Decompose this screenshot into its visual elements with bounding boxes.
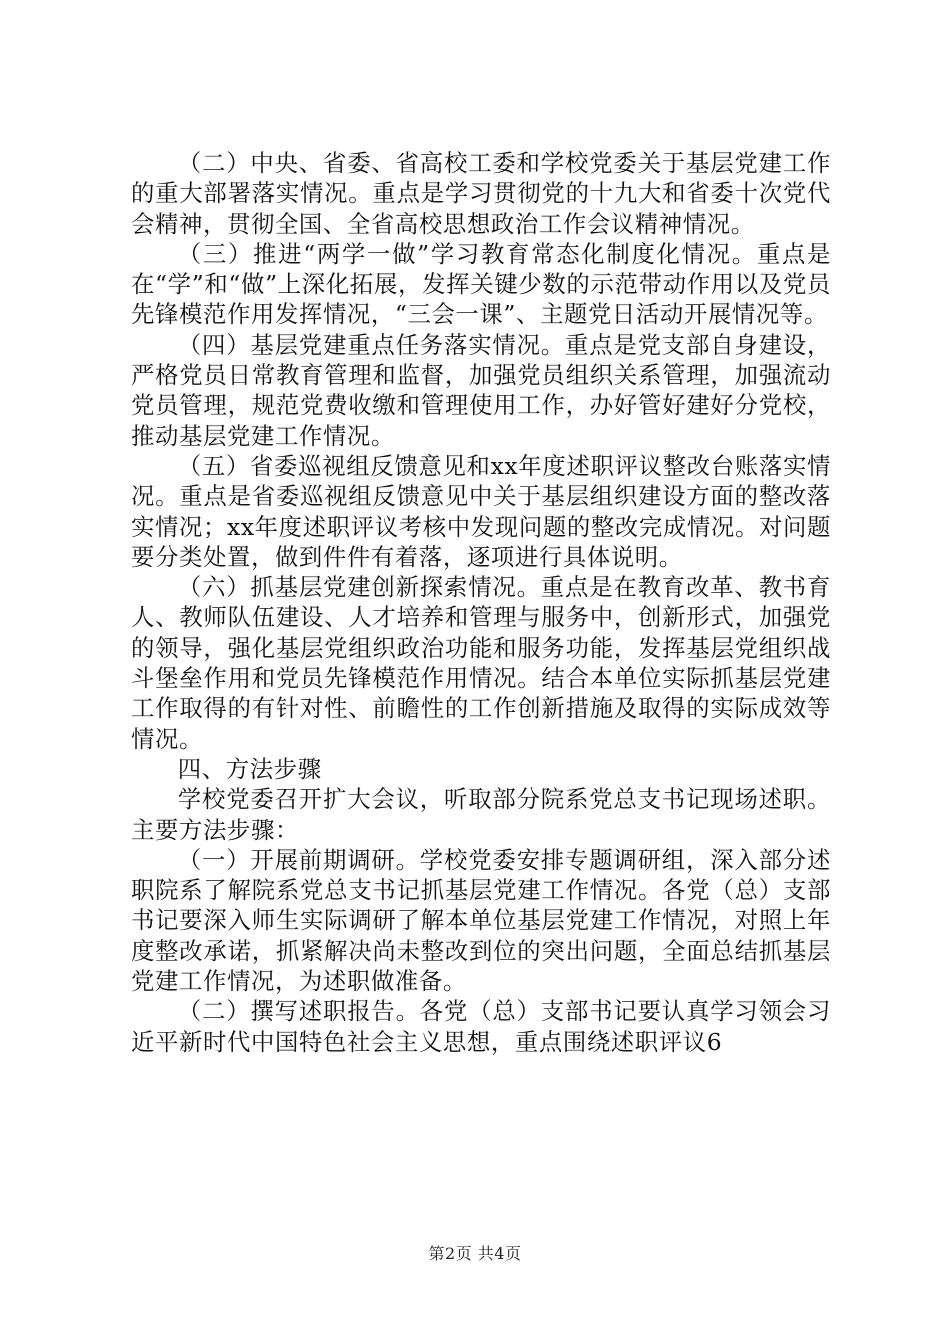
page-number-footer: 第2页 共4页 [428,1244,522,1263]
paragraph: （一）开展前期调研。学校党委安排专题调研组，深入部分述职院系了解院系党总支书记抓基层党建工作情况。各党（总）支部书记要深入师生实际调研了解本单位基层党建工作情况，对照上年度整改承诺，抓紧解决尚未整改到位的突出问题，全面总结抓基层党建工作情况，为述职做准备。 [131,845,831,996]
paragraph: （二）撰写述职报告。各党（总）支部书记要认真学习领会习近平新时代中国特色社会主义思想，重点围绕述职评议6 [131,997,831,1056]
paragraph: （六）抓基层党建创新探索情况。重点是在教育改革、教书育人、教师队伍建设、人才培养和管理与服务中，创新形式，加强党的领导，强化基层党组织政治功能和服务功能，发挥基层党组织战斗堡垒作用和党员先锋模范作用情况。结合本单位实际抓基层党建工作取得的有针对性、前瞻性的工作创新措施及取得的实际成效等情况。 [131,573,831,753]
paragraph: （二）中央、省委、省高校工委和学校党委关于基层党建工作的重大部署落实情况。重点是学习贯彻党的十九大和省委十次党代会精神，贯彻全国、全省高校思想政治工作会议精神情况。 [131,149,831,238]
paragraph: 学校党委召开扩大会议，听取部分院系党总支书记现场述职。主要方法步骤： [131,785,831,844]
paragraph: （五）省委巡视组反馈意见和xx年度述职评议整改台账落实情况。重点是省委巡视组反馈意见中关于基层组织建设方面的整改落实情况；xx年度述职评议考核中发现问题的整改完成情况。对问题要分类处置，做到件件有着落，逐项进行具体说明。 [131,451,831,571]
section-heading: 四、方法步骤 [177,754,322,783]
paragraph: （三）推进“两学一做”学习教育常态化制度化情况。重点是在“学”和“做”上深化拓展，发挥关键少数的示范带动作用以及党员先锋模范作用发挥情况，“三会一课”、主题党日活动开展情况等。 [131,239,831,329]
paragraph: （四）基层党建重点任务落实情况。重点是党支部自身建设，严格党员日常教育管理和监督，加强党员组织关系管理，加强流动党员管理，规范党费收缴和管理使用工作，办好管好建好分党校，推动基层党建工作情况。 [131,330,831,450]
document-body [131,148,831,1057]
